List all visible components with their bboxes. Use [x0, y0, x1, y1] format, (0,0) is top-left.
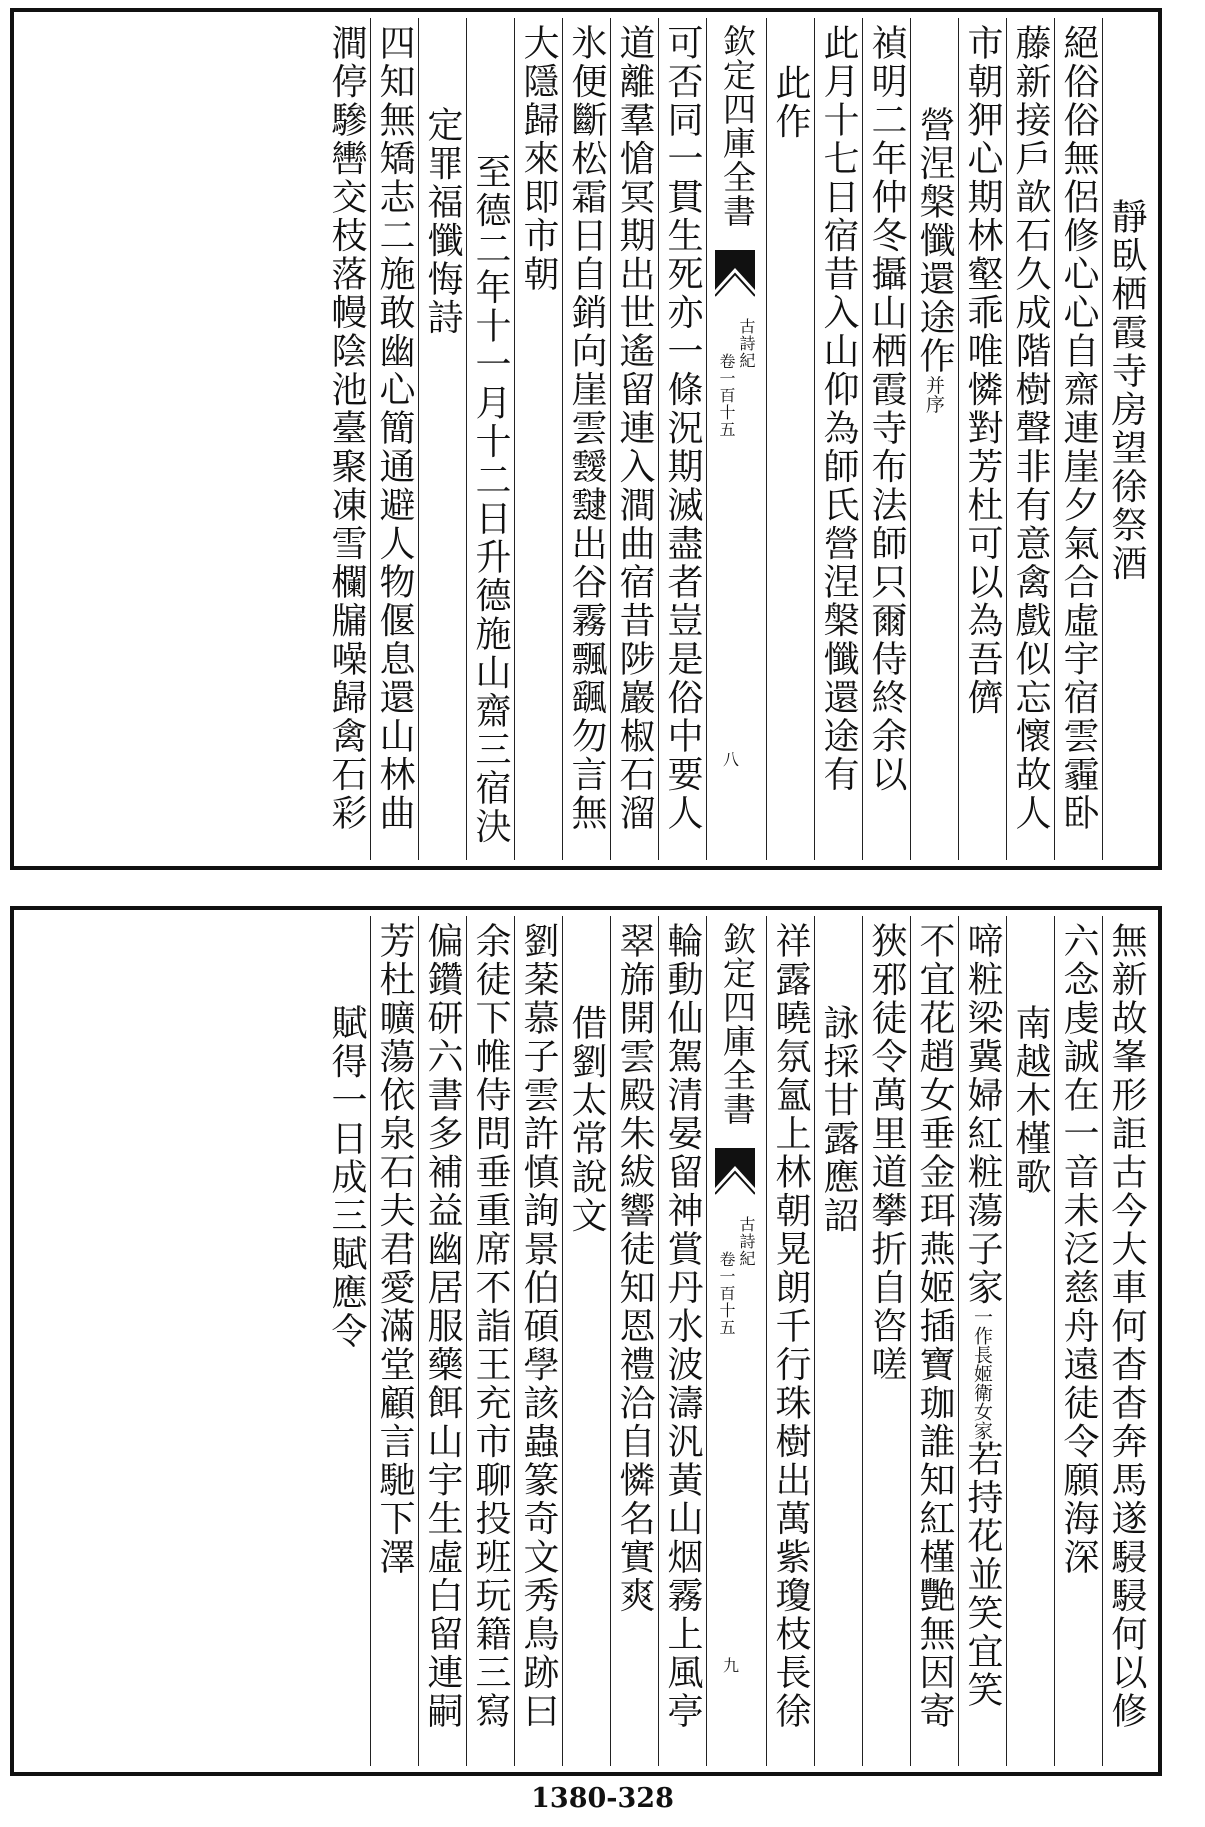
- text-column: [958, 916, 1006, 1766]
- column-text: [767, 64, 814, 856]
- column-main-text: 六念虔誠在一音未泛慈舟遠徒令願海深: [1058, 922, 1099, 1577]
- column-text: [659, 922, 706, 1762]
- text-column: [610, 916, 658, 1766]
- page-number-footer: 1380-328: [531, 1783, 674, 1814]
- column-text: [563, 1004, 610, 1762]
- text-column: [322, 916, 370, 1766]
- column-text: [911, 922, 958, 1762]
- column-tail-text: 若持花並笑宜笑: [962, 1440, 1003, 1710]
- column-main-text: 余徒下帷侍問垂重席不詣王充市聊投班玩籍三寫: [470, 922, 511, 1731]
- text-column: [1006, 916, 1054, 1766]
- column-text: [815, 24, 862, 856]
- gutter-page-number: 九: [723, 1656, 740, 1675]
- text-column: [370, 916, 418, 1766]
- column-text: [911, 106, 958, 856]
- gutter-title: 欽定四庫全書: [718, 24, 757, 228]
- column-main-text: 詠採甘露應詔: [818, 1004, 859, 1235]
- gutter-book-title: 古詩紀: [737, 318, 756, 369]
- column-main-text: 啼粧梁冀婦紅粧蕩子家: [962, 922, 1003, 1307]
- column-main-text: 藤新接戶歆石久成階樹聲非有意禽戲似忘懷故人: [1010, 24, 1051, 833]
- column-main-text: 氷便斷松霜日自銷向崖雲靉靆出谷霧飄颻勿言無: [566, 24, 607, 833]
- column-text: [419, 922, 466, 1762]
- text-column: [562, 916, 610, 1766]
- text-column: [1054, 916, 1102, 1766]
- text-column: [418, 916, 466, 1766]
- column-text: [767, 922, 814, 1762]
- column-main-text: 劉棻慕子雲許慎詢景伯碩學該蟲篆奇文秀鳥跡曰: [518, 922, 559, 1731]
- text-column: [766, 18, 814, 860]
- column-main-text: 大隱歸來即市朝: [518, 24, 559, 294]
- gutter-volume: 卷一百十五: [717, 1251, 736, 1336]
- column-main-text: 芳杜曠蕩依泉石夫君愛滿堂顧言馳下澤: [374, 922, 415, 1577]
- column-text: [419, 106, 466, 856]
- column-main-text: 定罪福懺悔詩: [422, 106, 463, 337]
- gutter-volume: 卷一百十五: [717, 353, 736, 438]
- gutter-title: 欽定四庫全書: [718, 922, 757, 1126]
- column-main-text: 可否同一貫生死亦一條況期滅盡者豈是俗中要人: [662, 24, 703, 833]
- column-text: [371, 922, 418, 1762]
- text-column: [658, 916, 706, 1766]
- column-main-text: 無新故峯形詎古今大車何杳杳奔馬遂駸駸何以修: [1106, 922, 1147, 1731]
- column-main-text: 此月十七日宿昔入山仰為師氏營涅槃懺還途有: [818, 24, 859, 794]
- text-column: [910, 18, 958, 860]
- column-text: [467, 153, 514, 856]
- column-main-text: 翠旆開雲殿朱紱響徒知恩禮洽自憐名實爽: [614, 922, 655, 1615]
- column-main-text: 市朝狎心期林壑乖唯憐對芳杜可以為吾儕: [962, 24, 1003, 717]
- text-column: [514, 18, 562, 860]
- text-column: [814, 916, 862, 1766]
- column-text: [371, 24, 418, 856]
- column-main-text: 狹邪徒令萬里道攀折自咨嗟: [866, 922, 907, 1384]
- text-column: [862, 18, 910, 860]
- text-column: [466, 916, 514, 1766]
- text-column: [1054, 18, 1102, 860]
- column-text: [659, 24, 706, 856]
- column-text: [959, 922, 1006, 1762]
- gutter-book-title: 古詩紀: [737, 1216, 756, 1267]
- column-text: [467, 922, 514, 1762]
- column-text: [863, 24, 910, 856]
- column-main-text: 此作: [770, 64, 811, 141]
- text-column: [1006, 18, 1054, 860]
- text-column: [514, 916, 562, 1766]
- column-annotation: 并序: [923, 375, 945, 414]
- column-text: [959, 24, 1006, 856]
- column-main-text: 絕俗俗無侶修心心自齋連崖夕氣合虛宇宿雲霾卧: [1058, 24, 1099, 833]
- text-column: [1102, 916, 1150, 1766]
- column-main-text: 輪動仙駕清晏留神賞丹水波濤汎黃山烟霧上風亭: [662, 922, 703, 1731]
- gutter-page-number: 八: [723, 750, 740, 769]
- column-text: [1103, 922, 1150, 1762]
- column-main-text: 賦得一日成三賦應令: [326, 1004, 367, 1351]
- bottom-text-columns: [22, 916, 1150, 1766]
- center-gutter: [706, 18, 766, 860]
- column-main-text: 道離羣愴冥期出世遙留連入澗曲宿昔陟巖椒石溜: [614, 24, 655, 833]
- text-column: [1102, 18, 1150, 860]
- column-main-text: 祥露曉氛氳上林朝晃朗千行珠樹出萬紫瓊枝長徐: [770, 922, 811, 1731]
- column-main-text: 四知無矯志二施敢幽心簡通避人物偃息還山林曲: [374, 24, 415, 833]
- column-text: [863, 922, 910, 1762]
- column-main-text: 澗停驂轡交枝落幔陰池臺聚凍雪欄牖噪歸禽石彩: [326, 24, 367, 833]
- column-main-text: 不宜花趙女垂金珥燕姬插寶珈誰知紅槿艷無因寄: [914, 922, 955, 1731]
- column-text: [563, 24, 610, 856]
- column-main-text: 至德二年十一月十二日升德施山齋三宿決: [470, 153, 511, 846]
- column-text: [515, 922, 562, 1762]
- column-text: [322, 1004, 370, 1762]
- text-column: [658, 18, 706, 860]
- column-text: [1055, 922, 1102, 1762]
- fishtail-mark-icon: [715, 250, 755, 308]
- text-column: [370, 18, 418, 860]
- column-text: [1103, 198, 1150, 856]
- text-column: [610, 18, 658, 860]
- text-column: [466, 18, 514, 860]
- center-gutter: [706, 916, 766, 1766]
- column-main-text: 偏鑽研六書多補益幽居服藥餌山宇生虛白留連嗣: [422, 922, 463, 1731]
- text-column: [418, 18, 466, 860]
- text-column: [910, 916, 958, 1766]
- column-text: [611, 24, 658, 856]
- column-main-text: 借劉太常說文: [566, 1004, 607, 1235]
- text-column: [766, 916, 814, 1766]
- top-page-panel: [10, 8, 1162, 870]
- column-text: [1007, 24, 1054, 856]
- bottom-page-panel: [10, 906, 1162, 1776]
- text-column: [814, 18, 862, 860]
- text-column: [322, 18, 370, 860]
- column-text: [1055, 24, 1102, 856]
- column-text: [1007, 1004, 1054, 1762]
- column-text: [322, 24, 370, 856]
- column-main-text: 南越木槿歌: [1010, 1004, 1051, 1197]
- column-main-text: 靜臥栖霞寺房望徐祭酒: [1106, 198, 1147, 583]
- text-column: [958, 18, 1006, 860]
- column-text: [515, 24, 562, 856]
- text-column: [562, 18, 610, 860]
- column-annotation: 一作長姬衛女家: [971, 1307, 993, 1440]
- column-text: [611, 922, 658, 1762]
- column-main-text: 禎明二年仲冬攝山栖霞寺布法師只爾侍終余以: [866, 24, 907, 794]
- fishtail-mark-icon: [715, 1148, 755, 1206]
- column-main-text: 營涅槃懺還途作: [914, 106, 955, 376]
- text-column: [862, 916, 910, 1766]
- top-text-columns: [22, 18, 1150, 860]
- column-text: [815, 1004, 862, 1762]
